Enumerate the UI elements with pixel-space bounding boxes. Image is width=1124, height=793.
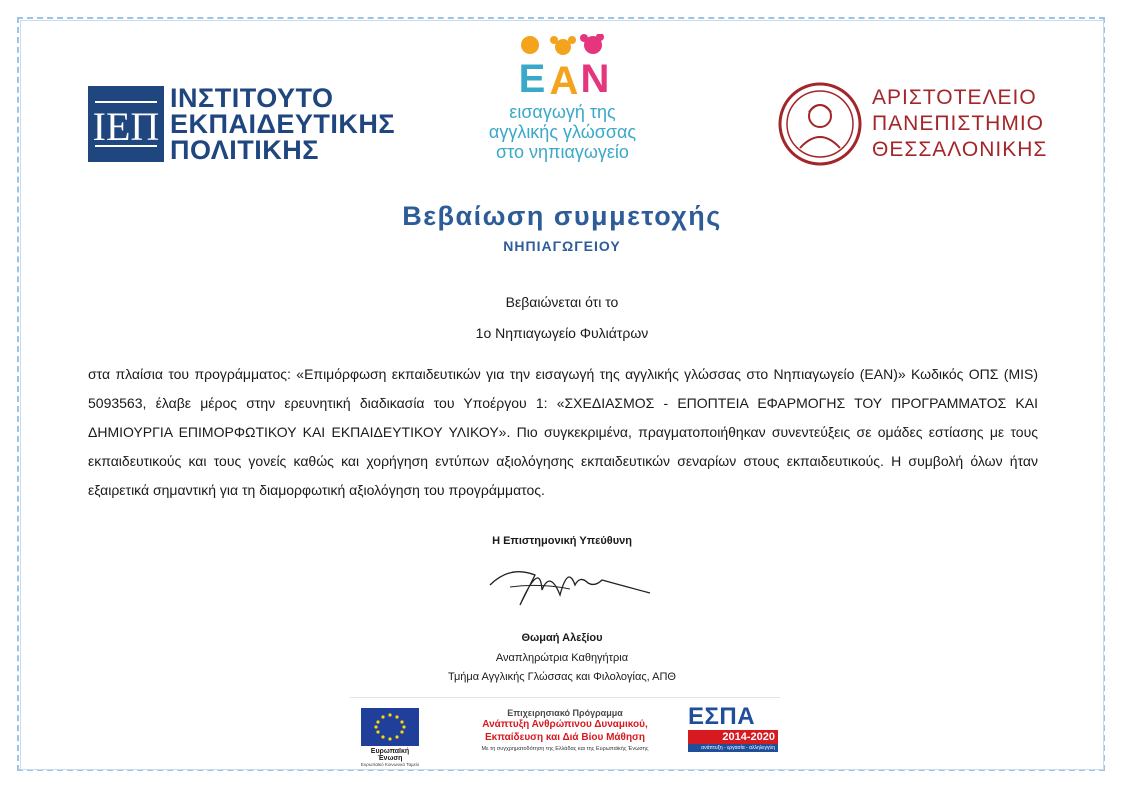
op-cofund-note: Με τη συγχρηματοδότηση της Ελλάδας και της Ευρωπαϊκής Ένωσης [481, 746, 649, 752]
op-name-1: Ανάπτυξη Ανθρώπινου Δυναμικού, [482, 719, 648, 730]
op-title: Επιχειρησιακό Πρόγραμμα [507, 708, 623, 718]
iep-mark-icon [88, 86, 164, 162]
espa-logo [688, 703, 778, 752]
aristotle-seal-icon [778, 82, 862, 166]
eu-logo [360, 708, 420, 767]
iep-line-2: ΕΚΠΑΙΔΕΥΤΙΚΗΣ [170, 109, 396, 139]
ean-letter-n: N [580, 57, 610, 101]
eu-sublabel: Ευρωπαϊκό Κοινωνικό Ταμείο [360, 762, 420, 767]
auth-line-3: ΘΕΣΣΑΛΟΝΙΚΗΣ [872, 138, 1048, 161]
ean-characters-icon [480, 34, 645, 104]
ean-line-1: εισαγωγή της [509, 102, 616, 122]
eu-flag-icon [361, 708, 419, 746]
signatory-role: Η Επιστημονική Υπεύθυνη [492, 535, 632, 547]
op-name-2: Εκπαίδευση και Διά Βίου Μάθηση [484, 732, 646, 743]
auth-line-1: ΑΡΙΣΤΟΤΕΛΕΙΟ [872, 86, 1037, 109]
iep-logo [88, 84, 395, 164]
certify-line: Βεβαιώνεται ότι το [505, 294, 619, 310]
espa-tagline: ανάπτυξη - εργασία - αλληλεγγύη [688, 744, 778, 752]
operational-programme-logo [450, 708, 680, 752]
signatory-name: Θωμαή Αλεξίου [521, 632, 603, 644]
auth-line-2: ΠΑΝΕΠΙΣΤΗΜΙΟ [872, 112, 1044, 135]
funding-footer [350, 697, 780, 766]
ean-line-2: αγγλικής γλώσσας [488, 122, 637, 142]
ean-letter-e: E [518, 57, 546, 101]
ean-letter-a: A [549, 59, 579, 103]
iep-line-3: ΠΟΛΙΤΙΚΗΣ [170, 135, 319, 165]
certificate-title: Βεβαίωση συμμετοχής [402, 201, 722, 231]
handwritten-signature [480, 545, 660, 613]
certificate-body: στα πλαίσια του προγράμματος: «Επιμόρφωση εκπαιδευτικών για την εισαγωγή της αγγλικής γλώσσας στο Νηπιαγωγείο (ΕΑΝ)» Κωδικός ΟΠΣ (MIS) 5093563, έλαβε μέρος στην ερευνητική διαδικασία του Υποέργου 1: «ΣΧΕΔΙΑΣΜΟΣ - ΕΠΟΠΤΕΙΑ ΕΦΑΡΜΟΓΗΣ ΤΟΥ ΠΡΟΓΡΑΜΜΑΤΟΣ ΚΑΙ ΔΗΜΙΟΥΡΓΙΑ ΕΠΙΜΟΡΦΩΤΙΚΟΥ ΚΑΙ ΕΚΠΑΙΔΕΥΤΙΚΟΥ ΥΛΙΚΟΥ». Πιο συγκεκριμένα, πραγματοποιήθηκαν συνεντεύξεις σε ομάδες εστίασης με τους εκπαιδευτικούς και τους γονείς καθώς και χορήγηση εντύπων αξιολόγησης εκπαιδευτικών σεναρίων στους εκπαιδευτικούς. Η συμβολή όλων ήταν εξαιρετικά σημαντική για τη διαμορφωτική αξιολόγηση του προγράμματος. [88, 366, 1038, 498]
espa-years: 2014-2020 [688, 730, 778, 744]
signatory-department: Τμήμα Αγγλικής Γλώσσας και Φιλολογίας, ΑΠΘ [448, 671, 676, 683]
ean-logo [480, 34, 645, 174]
eu-label: Ευρωπαϊκή Ένωση [370, 748, 410, 762]
certificate-subtitle: ΝΗΠΙΑΓΩΓΕΙΟΥ [503, 238, 621, 254]
signatory-title: Αναπληρώτρια Καθηγήτρια [495, 652, 629, 664]
auth-logo [778, 82, 1047, 166]
iep-abbr: ΙΕΠ [92, 104, 160, 149]
ean-line-3: στο νηπιαγωγείο [496, 142, 629, 162]
recipient-name: 1ο Νηπιαγωγείο Φυλιάτρων [475, 325, 649, 341]
iep-line-1: ΙΝΣΤΙΤΟΥΤΟ [170, 83, 334, 113]
espa-word: ΕΣΠΑ [688, 703, 756, 730]
